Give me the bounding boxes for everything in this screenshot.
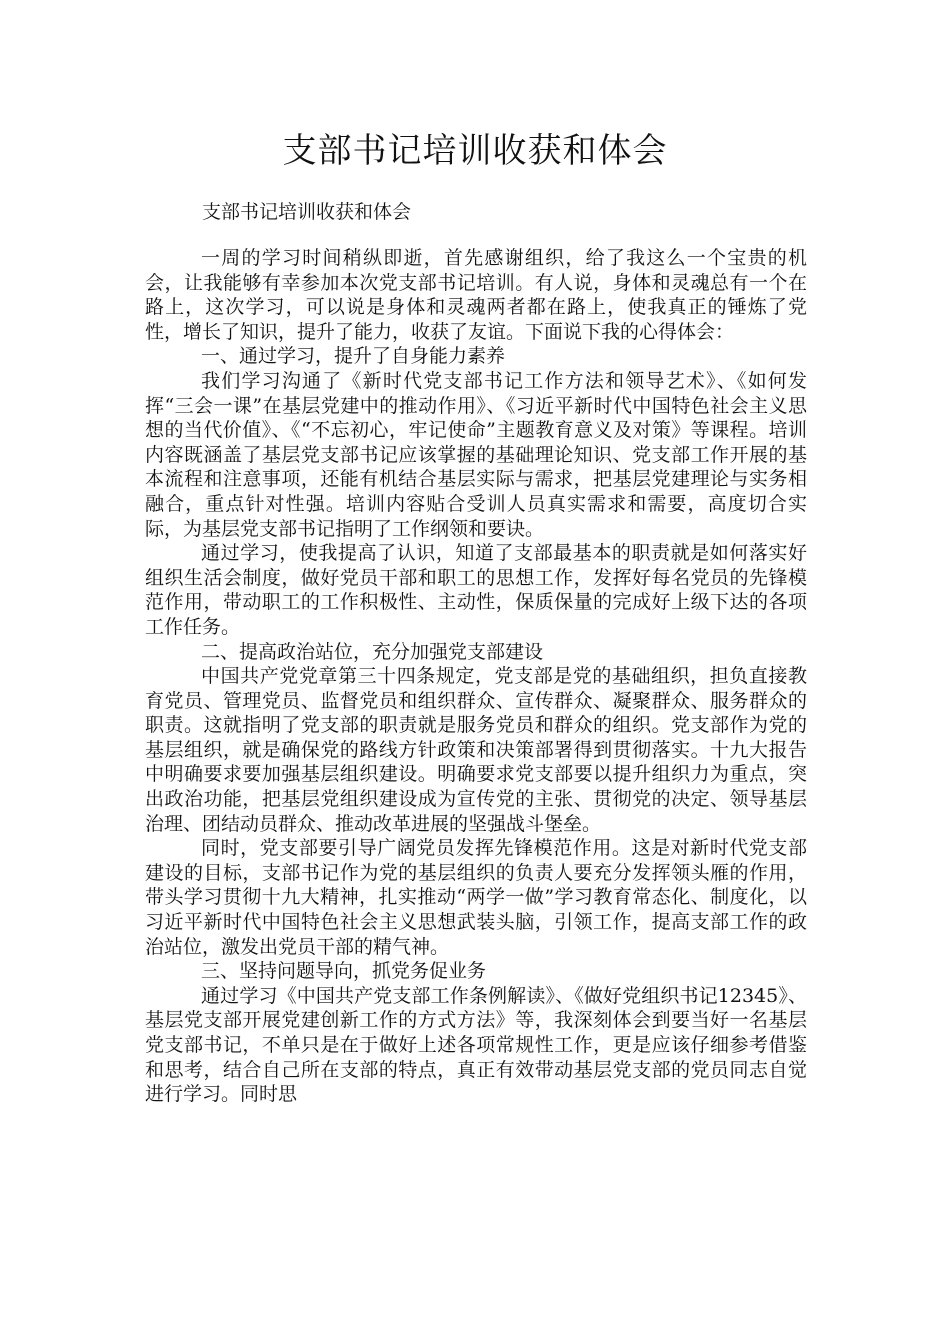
paragraph-duties: 通过学习，使我提高了认识，知道了支部最基本的职责就是如何落实好组织生活会制度，做好党员干部和职工的思想工作，发挥好每名党员的先锋模范作用，带动职工的工作积极性、主动性，保质保量的完成好上级下达的各项工作任务。: [145, 542, 807, 638]
paragraph-problem-oriented: 通过学习《中国共产党支部工作条例解读》、《做好党组织书记12345》、基层党支部开展党建创新工作的方式方法》等，我深刻体会到要当好一名基层党支部书记，不单只是在于做好上述各项常规性工作，更是应该仔细参考借鉴和思考，结合自己所在支部的特点，真正有效带动基层党支部的党员同志自觉进行学习。同时思: [145, 984, 807, 1106]
paragraph-intro: 一周的学习时间稍纵即逝，首先感谢组织，给了我这么一个宝贵的机会，让我能够有幸参加本次党支部书记培训。有人说，身体和灵魂总有一个在路上，这次学习，可以说是身体和灵魂两者都在路上，使我真正的锤炼了党性，增长了知识，提升了能力，收获了友谊。下面说下我的心得体会：: [145, 247, 807, 343]
paragraph-courses: 我们学习沟通了《新时代党支部书记工作方法和领导艺术》、《如何发挥“三会一课”在基层党建中的推动作用》、《习近平新时代中国特色社会主义思想的当代价值》、《“不忘初心，牢记使命”主题教育意义及对策》等课程。培训内容既涵盖了基层党支部书记应该掌握的基础理论知识、党支部工作开展的基本流程和注意事项，还能有机结合基层实际与需求，把基层党建理论与实务相融合，重点针对性强。培训内容贴合受训人员真实需求和需要，高度切合实际，为基层党支部书记指明了工作纲领和要诀。: [145, 369, 807, 540]
document-subtitle: 支部书记培训收获和体会: [202, 201, 412, 223]
section-heading-2: 二、提高政治站位，充分加强党支部建设: [201, 640, 544, 663]
section-heading-1: 一、通过学习，提升了自身能力素养: [201, 345, 506, 368]
paragraph-vanguard: 同时，党支部要引导广阔党员发挥先锋模范作用。这是对新时代党支部建设的目标，支部书记作为党的基层组织的负责人要充分发挥领头雁的作用，带头学习贯彻十九大精神，扎实推动“两学一做”学习教育常态化、制度化，以习近平新时代中国特色社会主义思想武装头脑，引领工作，提高支部工作的政治站位，激发出党员干部的精气神。: [145, 837, 807, 958]
section-heading-3: 三、坚持问题导向，抓党务促业务: [201, 960, 487, 983]
paragraph-party-charter: 中国共产党党章第三十四条规定，党支部是党的基础组织，担负直接教育党员、管理党员、监督党员和组织群众、宣传群众、凝聚群众、服务群众的职责。这就指明了党支部的职责就是服务党员和群众的组织。党支部作为党的基层组织，就是确保党的路线方针政策和决策部署得到贯彻落实。十九大报告中明确要求要加强基层组织建设。明确要求党支部要以提升组织力为重点，突出政治功能，把基层党组织建设成为宣传党的主张、贯彻党的决定、领导基层治理、团结动员群众、推动改革进展的坚强战斗堡垒。: [145, 665, 807, 835]
document-body: [145, 246, 807, 1107]
document-title: 支部书记培训收获和体会: [282, 131, 668, 171]
